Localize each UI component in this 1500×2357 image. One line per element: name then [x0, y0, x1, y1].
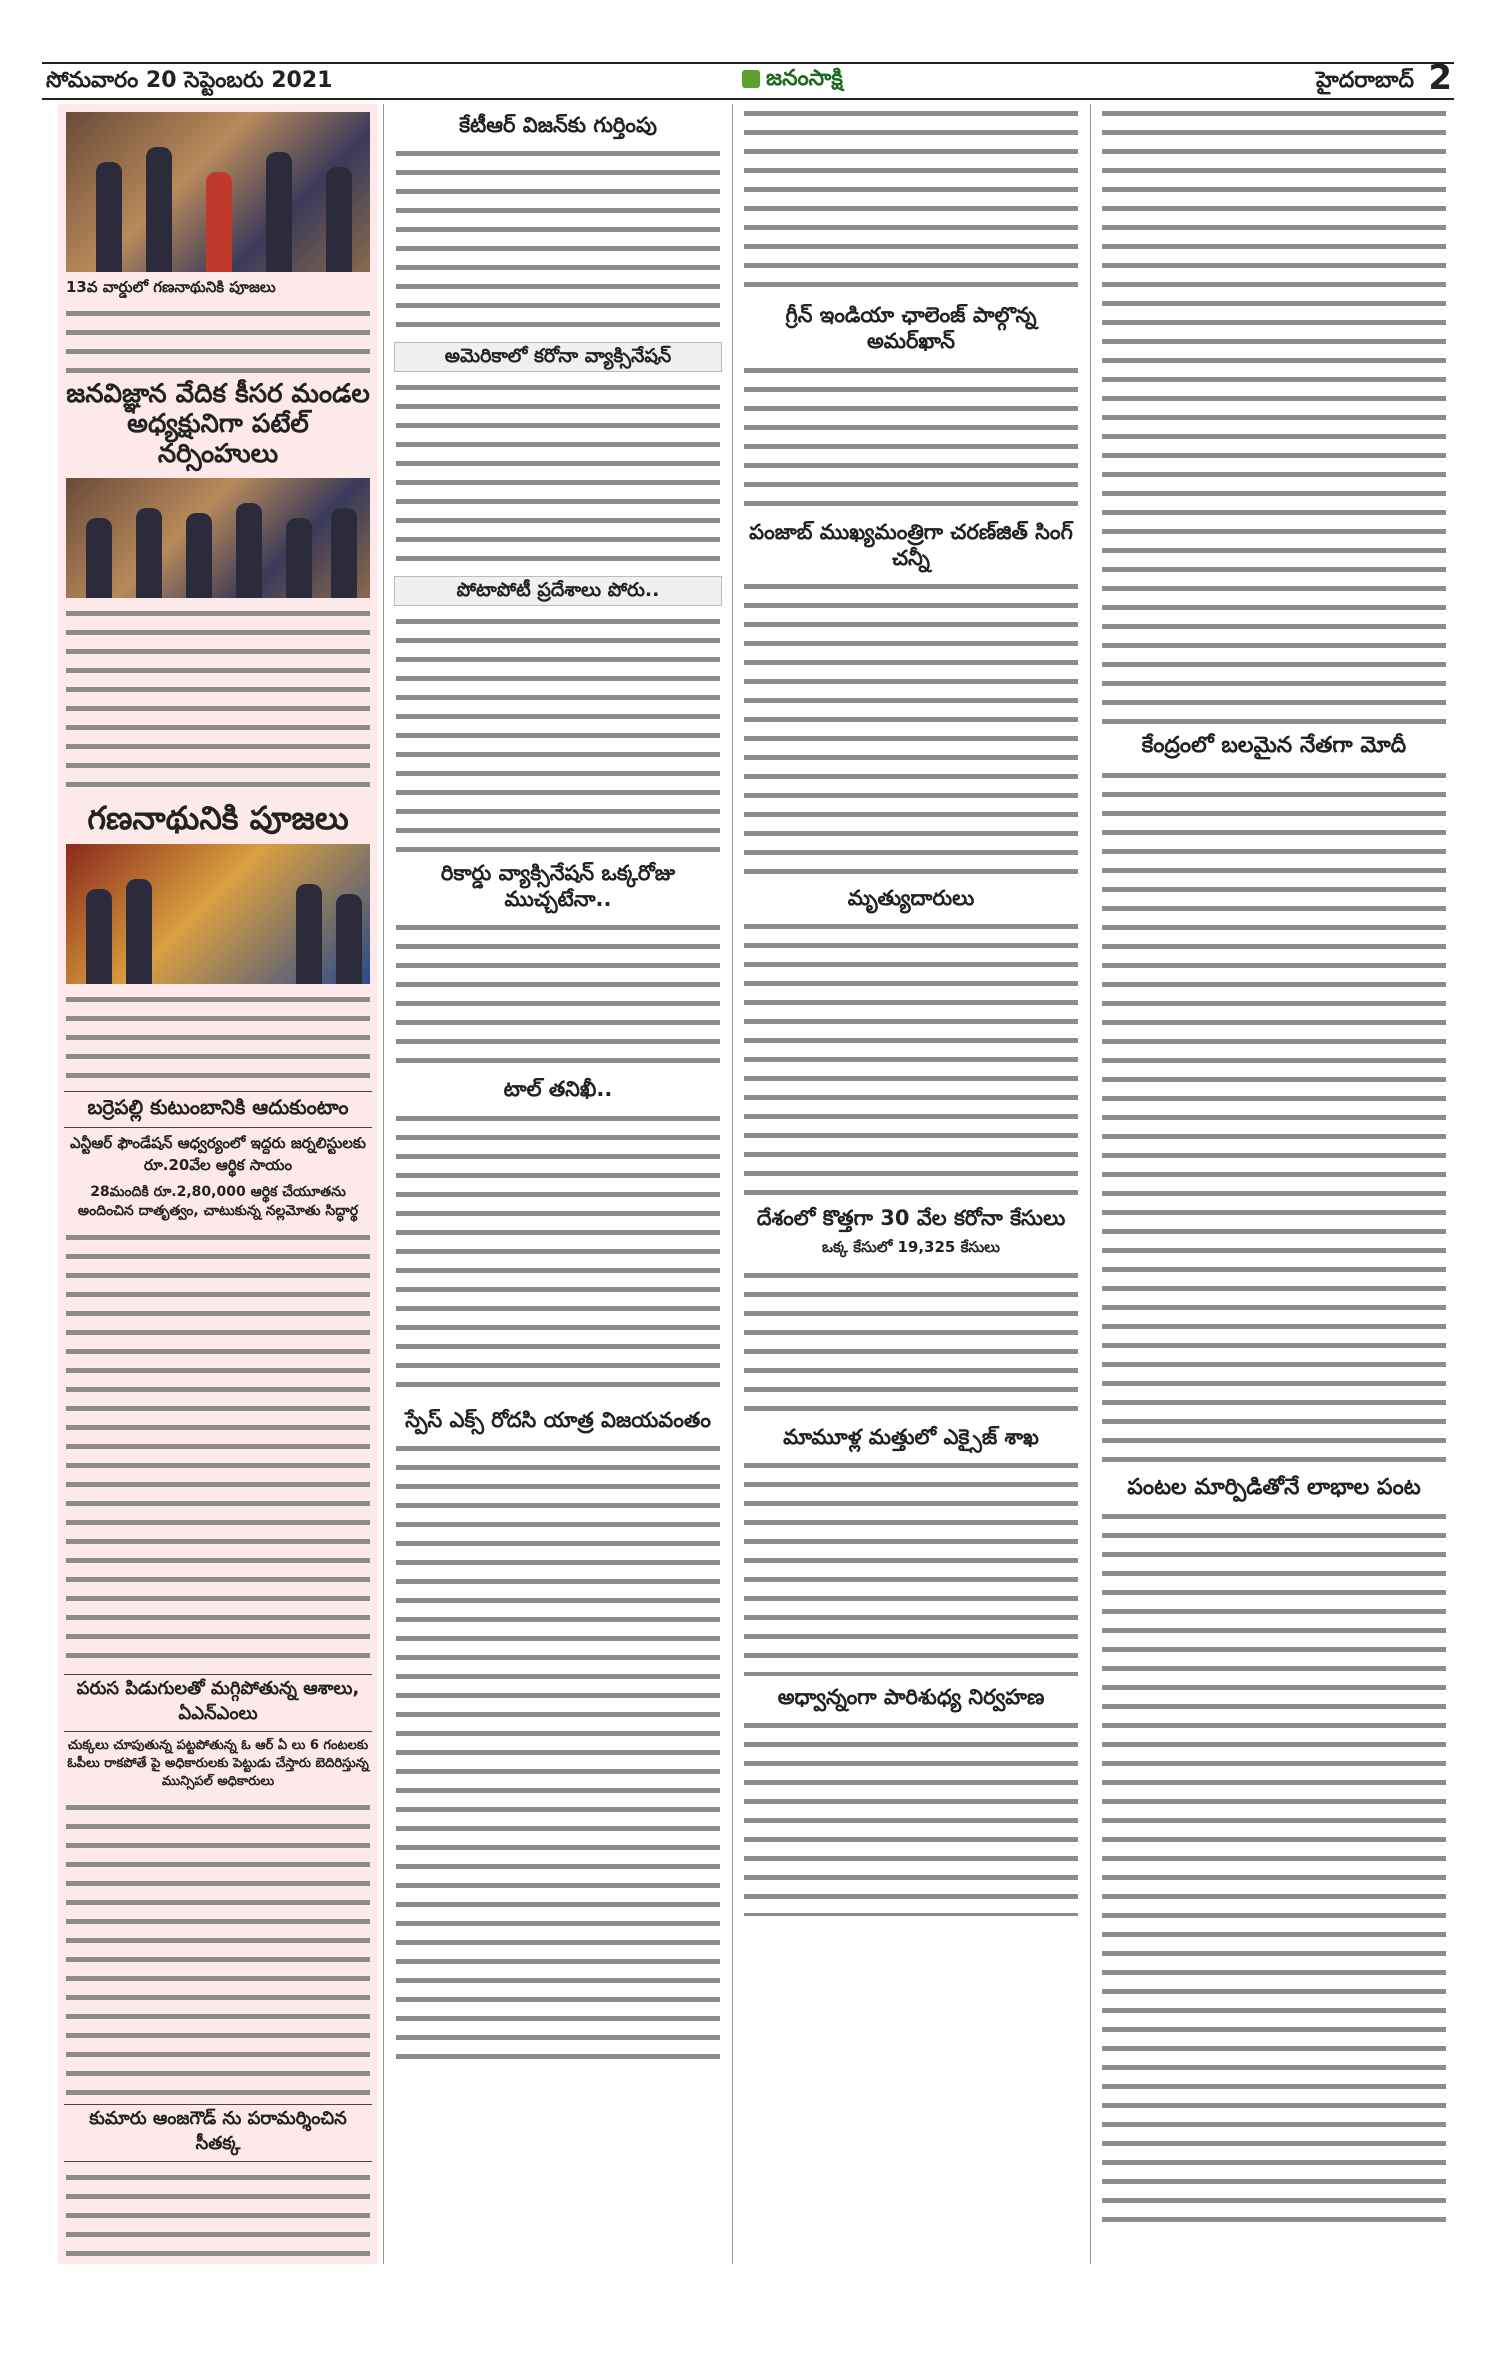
article-body — [744, 361, 1078, 511]
headline: స్పేస్ ఎక్స్ రోదసి యాత్ర విజయవంతం — [405, 1407, 711, 1432]
subheadline: 28మందికి రూ.2,80,000 ఆర్థిక చేయూతను అందించిన దాతృత్వం, చాటుకున్న నల్లమోతు సిద్ధార్థ — [77, 1184, 359, 1220]
article-body — [66, 604, 370, 794]
headline: అధ్వాన్నంగా పారిశుధ్య నిర్వహణ — [777, 1684, 1045, 1709]
article-body — [744, 1716, 1078, 1916]
column-features — [1094, 104, 1454, 2264]
column-divider — [732, 104, 733, 2264]
headline: పోటాపోటీ ప్రదేశాలు పోరు.. — [394, 576, 722, 606]
brand-name: జనంసాక్షి — [766, 66, 843, 91]
masthead-bar — [42, 58, 1454, 100]
headline: మామూళ్ల మత్తులో ఎక్సైజ్ శాఖ — [783, 1424, 1039, 1449]
headline: కేటీఆర్ విజన్‌కు గుర్తింపు — [459, 113, 657, 137]
article-body — [66, 2168, 370, 2264]
article-body — [396, 144, 720, 334]
headline: గ్రీన్ ఇండియా ఛాలెంజ్ పాల్గొన్న అమర్‌ఖాన్ — [785, 303, 1037, 354]
article-body — [744, 104, 1078, 294]
column-local-news — [58, 104, 378, 2264]
photo-caption: 13వ వార్డులో గణనాథునికి పూజలు — [66, 278, 276, 296]
column-state-news — [736, 104, 1086, 2264]
news-photo — [66, 844, 370, 984]
column-national-news — [388, 104, 728, 2264]
headline: దేశంలో కొత్తగా 30 వేల కరోనా కేసులు — [756, 1206, 1066, 1231]
headline: రికార్డు వ్యాక్సినేషన్ ఒక్కరోజు ముచ్చటేనా.. — [440, 860, 676, 911]
article-body — [744, 1456, 1078, 1676]
issue-date: సోమవారం 20 సెప్టెంబరు 2021 — [46, 68, 333, 93]
headline: కేంద్రంలో బలమైన నేతగా మోదీ — [1141, 733, 1407, 758]
article-body — [66, 990, 370, 1085]
headline: పంటల మార్పిడితోనే లాభాల పంట — [1127, 1474, 1421, 1500]
article-body — [66, 1228, 370, 1668]
edition-city: హైదరాబాద్ — [1316, 68, 1414, 93]
subheadline: ఒక్క కేసులో 19,325 కేసులు — [822, 1237, 1000, 1256]
brand-logo — [742, 66, 843, 96]
article-body — [66, 304, 370, 374]
column-divider — [1090, 104, 1091, 2264]
article-body — [396, 378, 720, 568]
article-body — [396, 1439, 720, 2059]
headline: గణనాథునికి పూజలు — [87, 798, 349, 837]
column-divider — [383, 104, 384, 2264]
article-body — [66, 1798, 370, 2098]
subheadline: ఎన్టీఆర్ ఫౌండేషన్ ఆధ్వర్యంలో ఇద్దరు జర్నలిస్టులకు రూ.20వేల ఆర్థిక సాయం — [70, 1134, 366, 1175]
headline: బర్రెపల్లి కుటుంబానికి ఆదుకుంటాం — [64, 1091, 372, 1128]
article-body — [396, 918, 720, 1068]
article-body — [1102, 1507, 1446, 2227]
brand-leaf-icon — [742, 70, 760, 88]
headline: అమెరికాలో కరోనా వ్యాక్సినేషన్ — [394, 342, 722, 372]
news-photo — [66, 478, 370, 598]
headline: టాల్ తనిఖీ.. — [503, 1077, 613, 1102]
article-body — [1102, 104, 1446, 724]
article-body — [744, 577, 1078, 877]
article-body — [744, 1266, 1078, 1416]
page-number: 2 — [1428, 58, 1452, 98]
article-body — [1102, 766, 1446, 1466]
news-photo — [66, 112, 370, 272]
headline: పంజాబ్ ముఖ్యమంత్రిగా చరణ్‌జిత్ సింగ్ చన్నీ — [749, 519, 1073, 570]
headline: మృత్యుదారులు — [847, 886, 975, 910]
headline: జనవిజ్ఞాన వేదిక కీసర మండల అధ్యక్షునిగా పటేల్ నర్సింహులు — [66, 379, 370, 469]
article-body — [396, 612, 720, 852]
subheadline: చుక్కలు చూపుతున్న పట్టపోతున్న ఓ ఆర్ ఏ లు 6 గంటలకు ఓపీలు రాకపోతే పై అధికారులకు పెట్టుడు చేస్తారు బెదిరిస్తున్న మున్సిపల్ అధికారులు — [67, 1738, 369, 1790]
article-body — [396, 1109, 720, 1399]
headline: కుమారు ఆంజగౌడ్ ను పరామర్శించిన సీతక్క — [64, 2104, 372, 2162]
article-body — [744, 917, 1078, 1197]
headline: పరుస పిడుగులతో మగ్గిపోతున్న ఆశాలు, ఏఎన్ఎంలు — [64, 1674, 372, 1732]
